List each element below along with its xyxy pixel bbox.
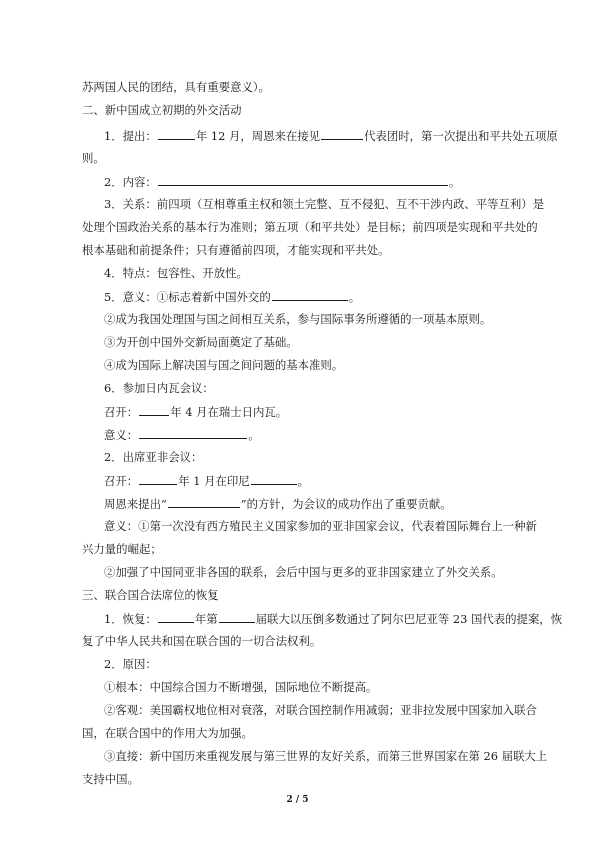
fill-blank[interactable] [158, 611, 194, 623]
fill-blank[interactable] [158, 128, 195, 140]
paragraph-line: ②加强了中国同亚非各国的联系，会后中国与更多的亚非国家建立了外交关系。 [104, 565, 503, 579]
section-heading: 三、联合国合法席位的恢复 [82, 588, 219, 602]
paragraph-line: 处理个国政治关系的基本行为准则；第五项（和平共处）是目标；前四项是实现和平共处的 [82, 220, 538, 234]
paragraph-line: 根本基础和前提条件；只有遵循前四项，才能实现和平共处。 [82, 243, 390, 257]
fill-blank[interactable] [272, 289, 348, 301]
fill-blank[interactable] [168, 496, 240, 508]
paragraph-line: 1．恢复： 年第 届联大以压倒多数通过了阿尔巴尼亚等 23 国代表的提案，恢 [104, 612, 563, 626]
paragraph-line: 2．出席亚非会议： [104, 450, 203, 464]
fill-blank[interactable] [158, 174, 448, 186]
paragraph-line: 则。 [82, 151, 105, 165]
paragraph-line: 意义：①第一次没有西方殖民主义国家参加的亚非国家会议，代表着国际舞台上一种新 [104, 519, 537, 533]
paragraph-line: 周恩来提出“ ”的方针，为会议的成功作出了重要贡献。 [104, 497, 452, 511]
paragraph-line: 2．内容： 。 [104, 175, 461, 189]
paragraph-line: ①根本：中国综合国力不断增强，国际地位不断提高。 [104, 680, 378, 694]
paragraph-line: 4．特点：包容性、开放性。 [104, 266, 248, 280]
paragraph-line: 1．提出： 年 12 月，周恩来在接见 代表团时，第一次提出和平共处五项原 [104, 129, 558, 143]
paragraph-line: 苏两国人民的团结，具有重要意义）。 [82, 80, 270, 94]
section-heading: 二、新中国成立初期的外交活动 [82, 103, 242, 117]
paragraph-line: 意义： 。 [104, 428, 260, 442]
paragraph-line: 支持中国。 [82, 772, 139, 786]
fill-blank[interactable] [139, 473, 177, 485]
paragraph-line: 6．参加日内瓦会议： [104, 381, 214, 395]
paragraph-line: 5．意义：①标志着新中国外交的 。 [104, 290, 361, 304]
paragraph-line: 国，在联合国中的作用大为加强。 [82, 726, 253, 740]
paragraph-line: 2．原因： [104, 657, 157, 671]
fill-blank[interactable] [321, 128, 363, 140]
page-number: 2 / 5 [286, 795, 309, 805]
paragraph-line: 召开： 年 4 月在瑞士日内瓦。 [104, 405, 288, 419]
paragraph-line: 兴力量的崛起； [82, 542, 162, 556]
paragraph-line: 复了中华人民共和国在联合国的一切合法权利。 [82, 634, 322, 648]
paragraph-line: 召开： 年 1 月在印尼 。 [104, 474, 310, 488]
paragraph-line: ④成为国际上解决国与国之间问题的基本准则。 [104, 358, 344, 372]
paragraph-line: ②客观：美国霸权地位相对衰落，对联合国控制作用减弱；亚非拉发展中国家加入联合 [104, 703, 537, 717]
fill-blank[interactable] [219, 611, 255, 623]
paragraph-line: ③直接：新中国历来重视发展与第三世界的友好关系，而第三世界国家在第 26 届联大上 [104, 749, 548, 763]
fill-blank[interactable] [139, 427, 247, 439]
paragraph-line: 3．关系：前四项（互相尊重主权和领土完整、互不侵犯、互不干涉内政、平等互利）是 [104, 197, 545, 211]
paragraph-line: ③为开创中国外交新局面奠定了基础。 [104, 335, 298, 349]
paragraph-line: ②成为我国处理国与国之间相互关系，参与国际事务所遵循的一项基本原则。 [104, 312, 492, 326]
fill-blank[interactable] [251, 473, 297, 485]
fill-blank[interactable] [139, 404, 169, 416]
